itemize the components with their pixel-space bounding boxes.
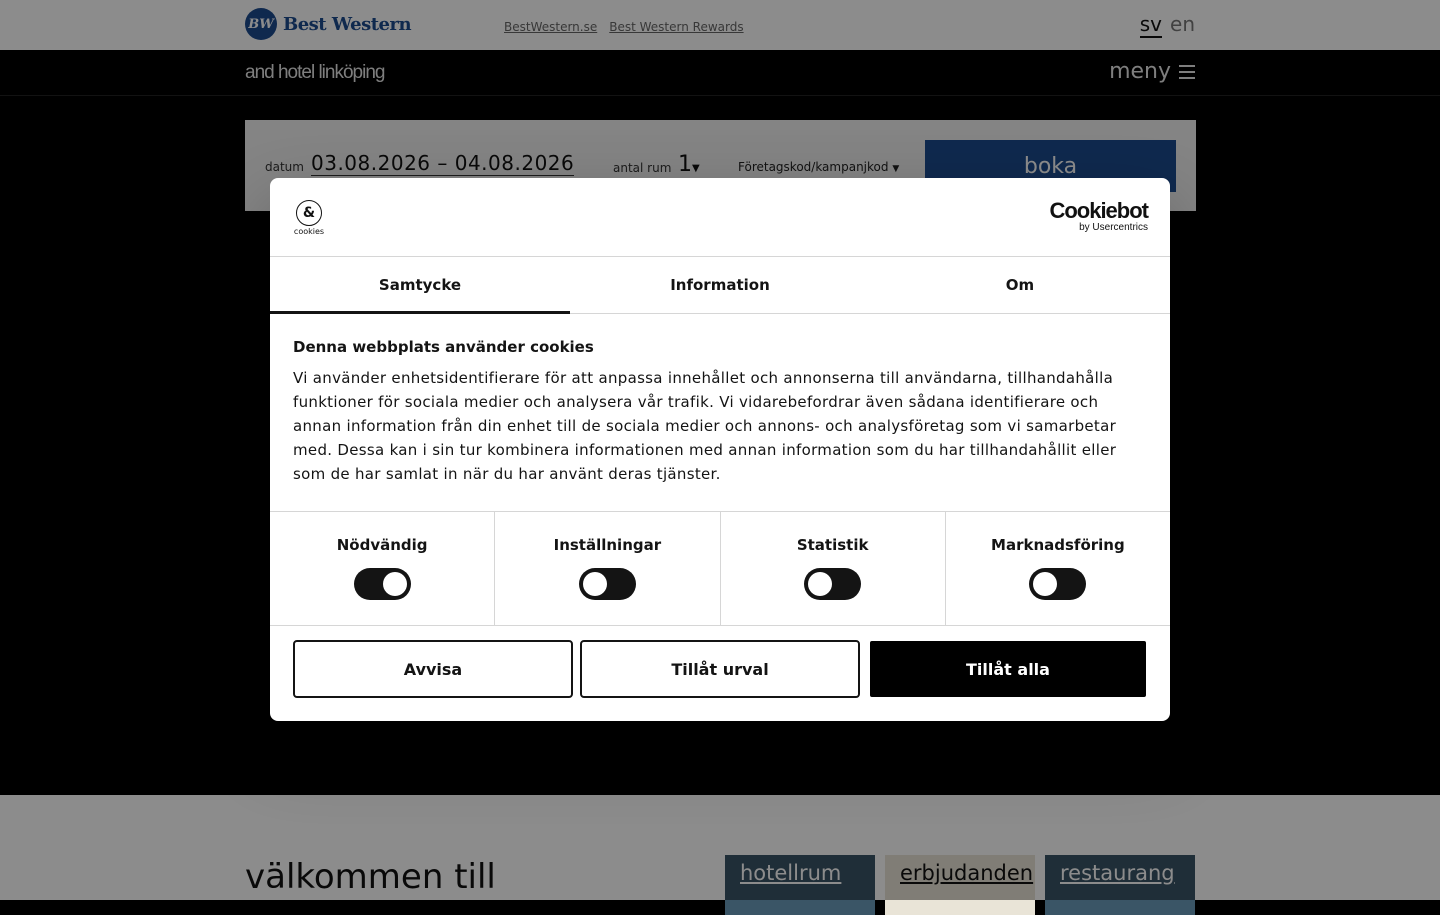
- tab-information[interactable]: Information: [670, 276, 770, 294]
- toggle-knob: [583, 572, 607, 596]
- cookiebot-sub: by Usercentrics: [1079, 222, 1148, 233]
- brand-mark: BW: [245, 8, 277, 40]
- dialog-body: [293, 338, 1148, 486]
- tile-label: erbjudanden: [900, 861, 1034, 885]
- promo-code-label: Företagskod/kampanjkod: [738, 160, 889, 174]
- welcome-heading: välkommen till: [245, 857, 496, 897]
- allow-selection-button[interactable]: Tillåt urval: [580, 640, 860, 698]
- toggle-knob: [1033, 572, 1057, 596]
- tab-om[interactable]: Om: [1005, 276, 1035, 294]
- lang-sv[interactable]: sv: [1139, 12, 1163, 36]
- lang-en[interactable]: en: [1170, 12, 1195, 36]
- dialog-actions: [293, 640, 1146, 698]
- brand-name: Best Western: [283, 13, 412, 35]
- book-button[interactable]: boka: [925, 140, 1176, 192]
- date-range-field[interactable]: 03.08.2026 – 04.08.2026: [311, 151, 575, 175]
- cookiebot-name: Cookiebot: [1049, 198, 1148, 223]
- category-label: Nödvändig: [336, 536, 428, 554]
- cookiebot-logo[interactable]: [1049, 200, 1148, 234]
- dropdown-arrow-icon: ▼: [892, 164, 900, 174]
- toggle-marknadsforing[interactable]: [1029, 568, 1086, 600]
- category-statistik: [721, 512, 946, 625]
- hotel-name[interactable]: and hotel linköping: [245, 62, 385, 83]
- category-marknadsforing: [946, 512, 1170, 625]
- date-label: datum: [265, 160, 304, 174]
- dialog-title: Denna webbplats använder cookies: [293, 338, 594, 356]
- allow-all-button[interactable]: Tillåt alla: [870, 641, 1146, 697]
- link-bestwestern-se[interactable]: BestWestern.se: [504, 20, 598, 34]
- dialog-description: Vi använder enhetsidentifierare för att anpassa innehållet och annonserna till användarna, tillhandahålla funktioner för sociala medier och analysera vår trafik. Vi vidarebefordrar även sådana identifierare och annan information från din enhet till de sociala medier och annons- och analysföretag som vi samarbetar med. Dessa kan i sin tur kombinera informationen med annan information som du har tillhandahållit eller som de har samlat in när du har använt deras tjänster.: [293, 369, 1117, 483]
- ampersand-icon: &: [296, 200, 322, 226]
- tile-label: hotellrum: [740, 861, 842, 885]
- toggle-installningar[interactable]: [579, 568, 636, 600]
- dialog-header: [270, 178, 1170, 257]
- category-label: Statistik: [796, 536, 869, 554]
- rooms-label: antal rum: [613, 161, 672, 175]
- tab-samtycke[interactable]: Samtycke: [270, 257, 570, 313]
- category-label: Inställningar: [553, 536, 662, 554]
- toggle-statistik[interactable]: [804, 568, 861, 600]
- category-nodvandig: [270, 512, 495, 625]
- dialog-tabs: [270, 257, 1170, 314]
- tile-label: restaurang: [1060, 861, 1175, 885]
- cookie-consent-dialog: [270, 178, 1170, 721]
- category-label: Marknadsföring: [991, 536, 1125, 554]
- link-rewards[interactable]: Best Western Rewards: [609, 20, 744, 34]
- cookies-logo: [293, 200, 325, 236]
- toggle-knob: [808, 572, 832, 596]
- category-installningar: [495, 512, 720, 625]
- cookies-logo-text: cookies: [293, 227, 325, 236]
- rooms-value: 1: [678, 152, 692, 177]
- menu-label: meny: [1109, 59, 1171, 84]
- consent-categories: [270, 511, 1170, 626]
- deny-button[interactable]: Avvisa: [293, 640, 573, 698]
- toggle-nodvandig[interactable]: [354, 568, 411, 600]
- toggle-knob: [383, 572, 407, 596]
- dropdown-arrow-icon: ▼: [692, 163, 700, 174]
